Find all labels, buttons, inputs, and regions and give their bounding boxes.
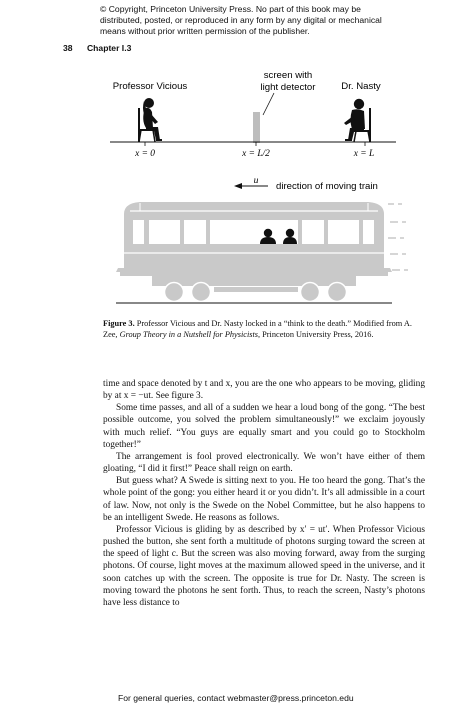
left-arrow-icon [234, 183, 268, 189]
man-seated-figure [344, 99, 370, 142]
caption-text-2: , Princeton University Press, 2016. [258, 330, 374, 339]
paragraph: time and space denoted by t and x, you are the one who appears to be moving, gliding by at x = −ut. See figure 3. [103, 379, 425, 402]
train [116, 202, 392, 302]
page-number: 38 [63, 43, 73, 53]
caption-label: Figure 3. [103, 319, 135, 328]
figure-3 [0, 60, 474, 312]
label-x-half: x = L/2 [242, 149, 270, 159]
copyright-line: means without prior written permission of the publisher. [100, 26, 310, 37]
screen-light-detector [253, 112, 260, 143]
footer-contact: For general queries, contact webmaster@press.princeton.edu [118, 693, 354, 703]
label-direction: direction of moving train [276, 181, 378, 192]
figure-caption [103, 318, 425, 340]
paragraph: Some time passes, and all of a sudden we hear a loud bong of the gong. “The best possible outcome, you solved the problem simultaneously!” we exclaim joyously with much relief. “You guys are equally smart and you could go to Stockholm together!” [103, 403, 425, 450]
label-velocity-u: u [253, 175, 259, 186]
paragraph: The arrangement is fool proved electronically. We won’t have either of them gloating, “I did it first!” Peace shall reign on earth. [103, 451, 425, 475]
running-head [63, 43, 131, 53]
copyright-line: distributed, posted, or reproduced in any form by any digital or mechanical [100, 15, 382, 26]
label-x-full: x = L [353, 149, 375, 159]
label-screen-line2: light detector [260, 82, 316, 93]
caption-book-title: Group Theory in a Nutshell for Physicists [119, 330, 259, 339]
label-professor-vicious: Professor Vicious [112, 81, 188, 92]
paragraph: Professor Vicious is gliding by as described by x′ = ut′. When Professor Vicious pushed the button, she sent forth a multitude of photons surging toward the screen at the speed of light c. But the screen was also moving forward, away from the surging photons. Of course, light moves at the maximum allowed speed in the universe, and it soon catches up with the screen. The opposite is true for Dr. Nasty. The screen is moving toward the photons he sent forth. Thus, to reach the screen, Nasty’s photons have less distance to [103, 524, 425, 608]
label-x-zero: x = 0 [135, 149, 155, 159]
woman-seated-figure [139, 98, 162, 142]
chapter-label: Chapter I.3 [86, 43, 132, 53]
speed-lines [388, 204, 408, 270]
copyright-notice [100, 4, 400, 38]
paragraph: But guess what? A Swede is sitting next to you. He too heard the gong. That’s the whole point of the gong: you either heard it or you didn’t. It’s all admissible in a court of law. Now, not only is the Swede on the Nobel Committee, but he also happens to be an intelligent Swede. He reasons as follows. [103, 476, 425, 523]
body-text [103, 378, 425, 609]
label-screen-line1: screen with [263, 70, 313, 81]
screen-pointer-line [263, 93, 274, 115]
label-dr-nasty: Dr. Nasty [341, 81, 381, 92]
caption-text-1: Professor Vicious and Dr. Nasty locked in a “think to the death.” Modified from A. Zee, [103, 319, 412, 339]
copyright-line: © Copyright, Princeton University Press. No part of this book may be [100, 4, 361, 14]
